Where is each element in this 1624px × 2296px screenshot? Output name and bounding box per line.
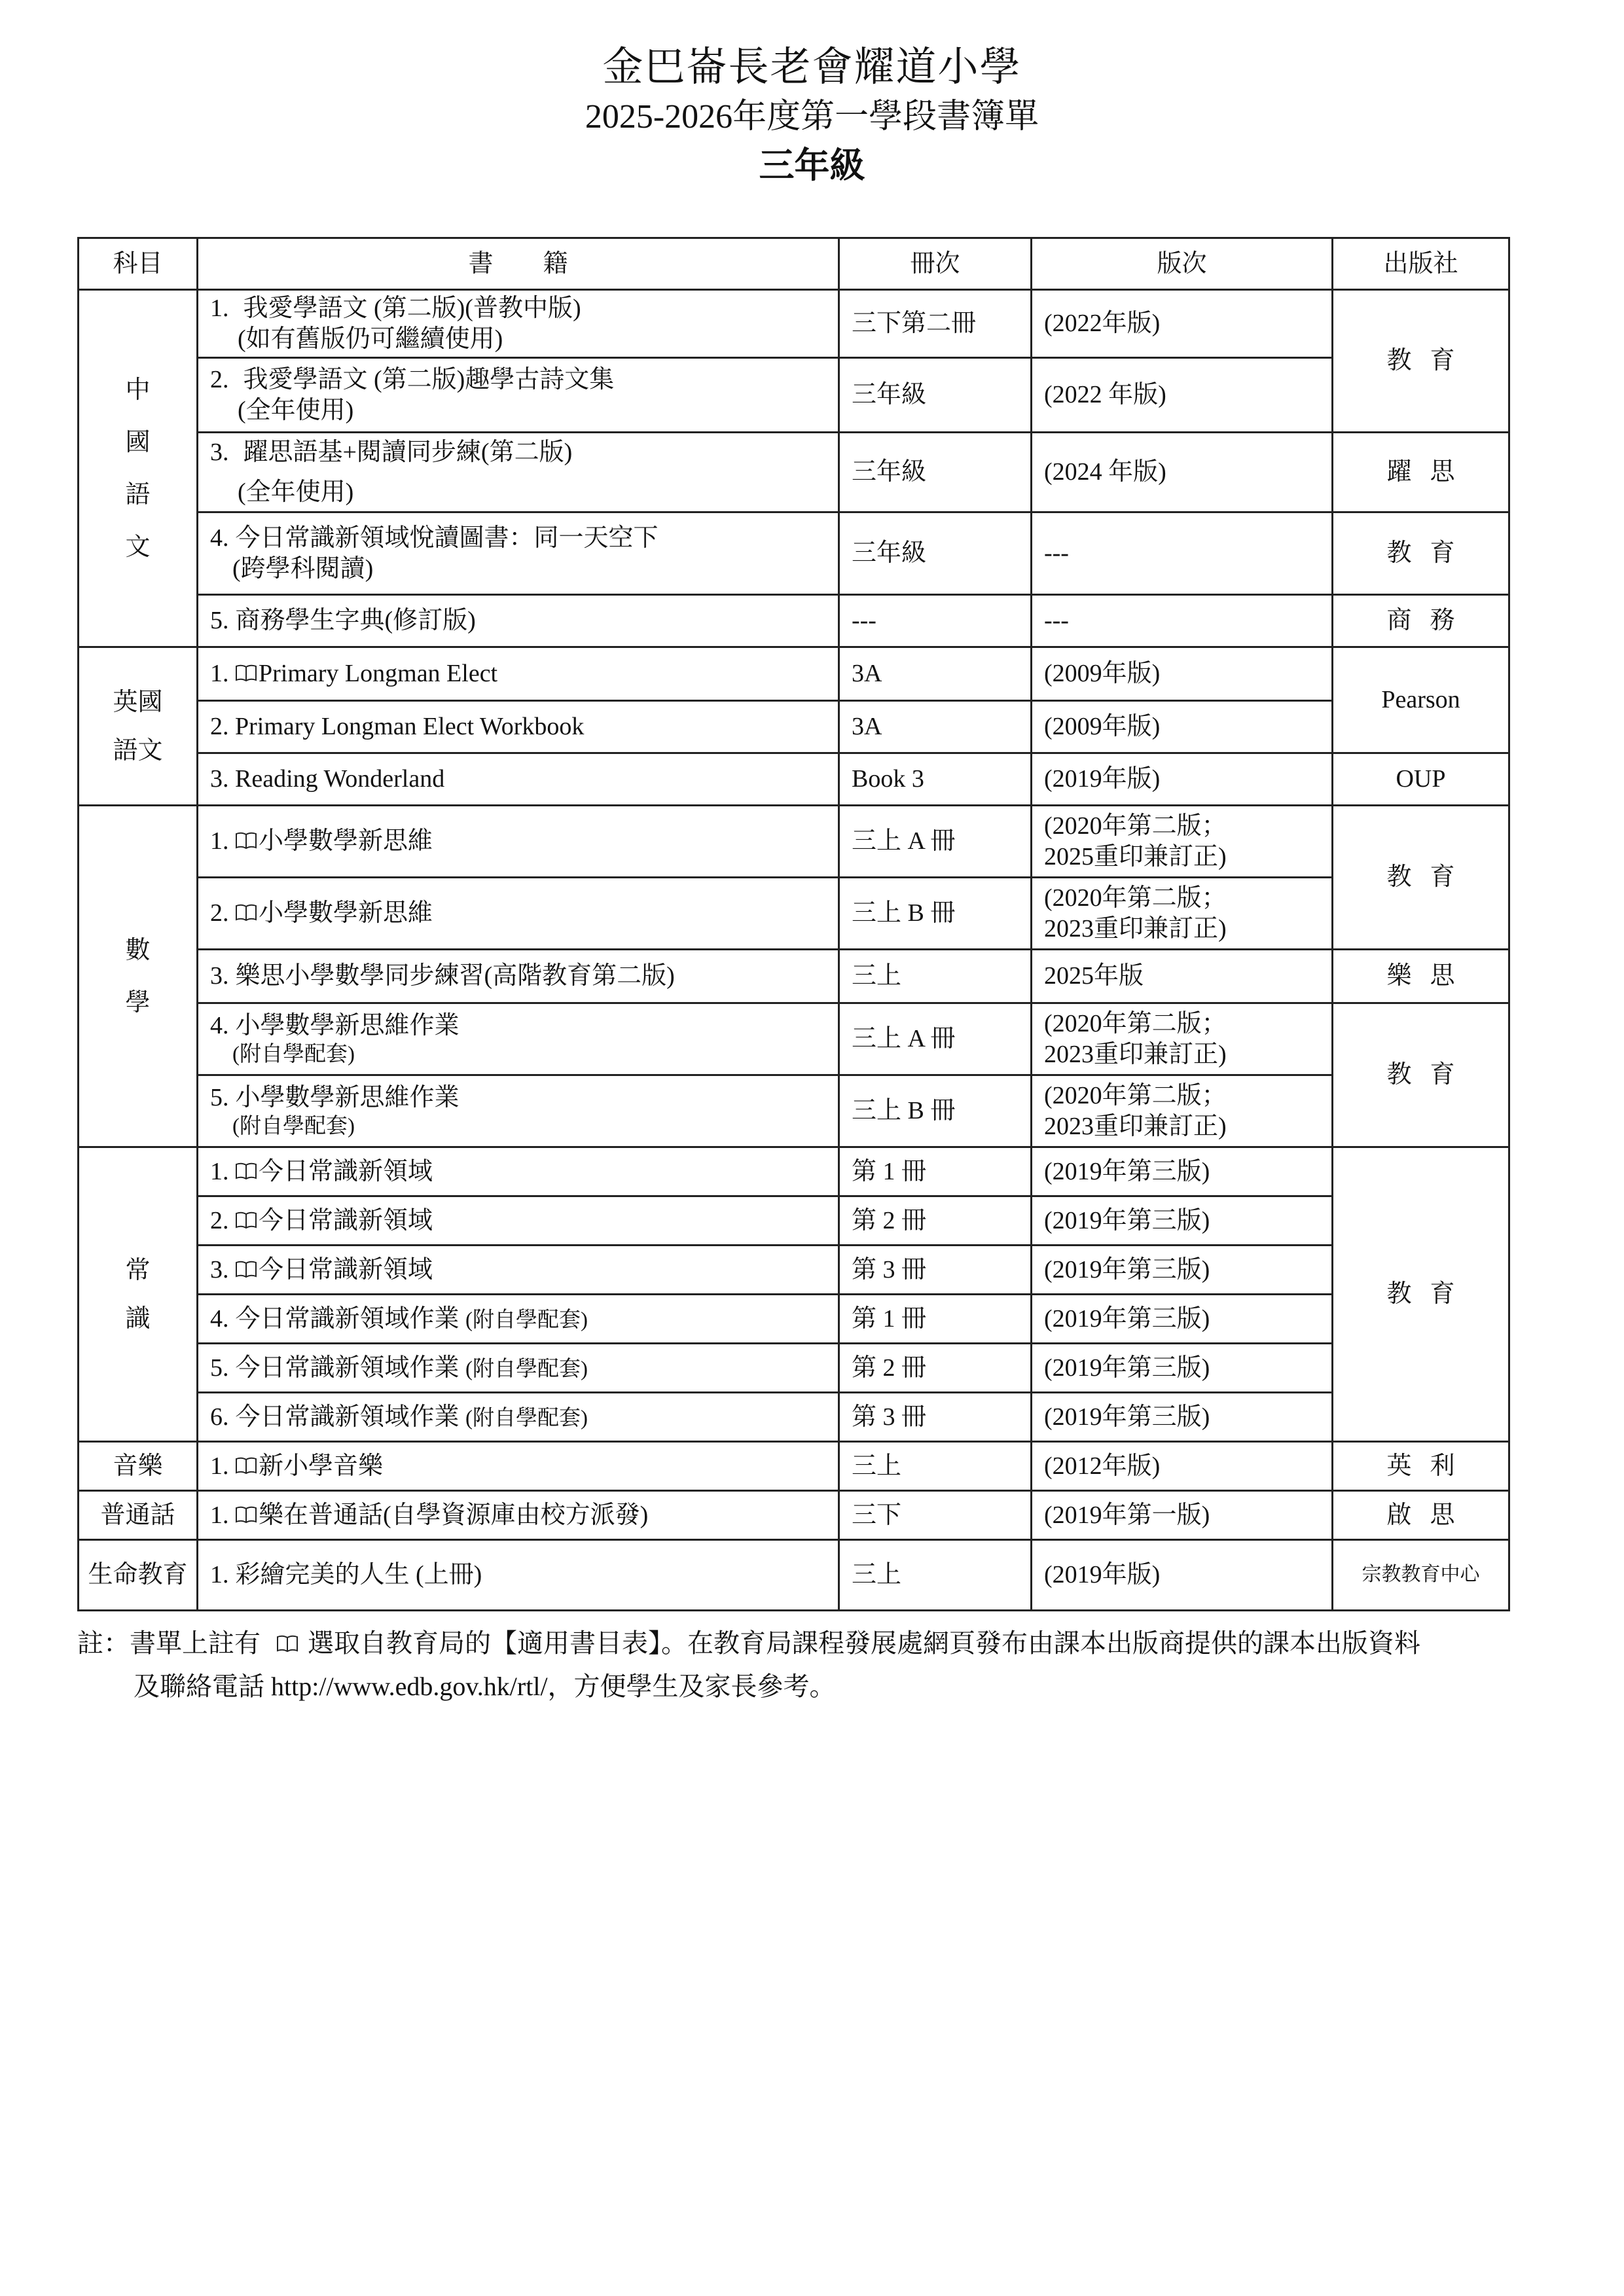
edition-cell: (2012年版) (1032, 1442, 1333, 1491)
volume-cell: 三上 (839, 950, 1032, 1003)
book-title: 1. 今日常識新領域 (198, 1147, 839, 1196)
open-book-icon (235, 663, 257, 683)
edition-cell: (2022年版) (1032, 290, 1333, 358)
open-book-icon (235, 1210, 257, 1230)
table-row (79, 595, 1509, 647)
table-row (79, 290, 1509, 358)
open-book-icon (235, 903, 257, 922)
edition-cell: (2019年第三版) (1032, 1246, 1333, 1295)
publisher-cell: 啟思 (1333, 1491, 1509, 1540)
edition-cell: (2024 年版) (1032, 433, 1333, 512)
table-row (79, 433, 1509, 512)
edition-cell: --- (1032, 595, 1333, 647)
volume-cell: 第 2 冊 (839, 1196, 1032, 1246)
table-row (79, 1295, 1509, 1344)
column-header-books: 書 籍 (198, 238, 839, 290)
edition-cell: 2025年版 (1032, 950, 1333, 1003)
volume-cell: 第 2 冊 (839, 1344, 1032, 1393)
volume-cell: 三年級 (839, 358, 1032, 433)
edition-cell: (2019年第三版) (1032, 1147, 1333, 1196)
book-title: 1. 小學數學新思維 (198, 806, 839, 878)
footer-note-line2: 及聯絡電話 http://www.edb.gov.hk/rtl/，方便學生及家長參考。 (134, 1672, 836, 1701)
volume-cell: 三上 (839, 1442, 1032, 1491)
volume-cell: 三上 (839, 1540, 1032, 1611)
edition-cell: (2009年版) (1032, 647, 1333, 701)
edition-cell: (2019年版) (1032, 753, 1333, 806)
edition-cell: (2020年第二版； 2023重印兼訂正) (1032, 878, 1333, 950)
open-book-icon (235, 1161, 257, 1181)
table-row (79, 753, 1509, 806)
edition-cell: --- (1032, 512, 1333, 595)
table-row (79, 806, 1509, 878)
publisher-cell: 宗教教育中心 (1333, 1540, 1509, 1611)
open-book-icon (235, 1259, 257, 1279)
book-title: 6. 今日常識新領域作業 (附自學配套) (198, 1393, 839, 1442)
edition-cell: (2019年版) (1032, 1540, 1333, 1611)
volume-cell: 3A (839, 701, 1032, 753)
table-row (79, 878, 1509, 950)
open-book-icon (235, 1505, 257, 1524)
table-row (79, 358, 1509, 433)
volume-cell: 第 1 冊 (839, 1295, 1032, 1344)
column-header-volume: 冊次 (839, 238, 1032, 290)
column-header-subject: 科目 (79, 238, 198, 290)
subject-math: 數 學 (79, 806, 198, 1147)
edition-cell: (2019年第一版) (1032, 1491, 1333, 1540)
book-title: 2. 今日常識新領域 (198, 1196, 839, 1246)
open-book-icon (235, 1456, 257, 1475)
table-row (79, 647, 1509, 701)
volume-cell: --- (839, 595, 1032, 647)
school-name: 金巴崙長老會耀道小學 (602, 45, 1022, 90)
table-header-row (79, 238, 1509, 290)
table-row (79, 1003, 1509, 1075)
table-row (79, 1491, 1509, 1540)
edition-cell: (2019年第三版) (1032, 1344, 1333, 1393)
subject-chinese: 中 國 語 文 (79, 290, 198, 647)
book-title: 5. 今日常識新領域作業 (附自學配套) (198, 1344, 839, 1393)
subject-putonghua: 普通話 (79, 1491, 198, 1540)
publisher-cell: 教育 (1333, 290, 1509, 433)
book-title: 5. 商務學生字典(修訂版) (198, 595, 839, 647)
edition-cell: (2019年第三版) (1032, 1196, 1333, 1246)
column-header-edition: 版次 (1032, 238, 1333, 290)
book-title: 1. 樂在普通話(自學資源庫由校方派發) (198, 1491, 839, 1540)
table-row (79, 1393, 1509, 1442)
table-row (79, 701, 1509, 753)
column-header-publisher: 出版社 (1333, 238, 1509, 290)
book-title: 1. Primary Longman Elect (198, 647, 839, 701)
subject-general-studies: 常 識 (79, 1147, 198, 1442)
book-title: 3. Reading Wonderland (198, 753, 839, 806)
volume-cell: 第 3 冊 (839, 1246, 1032, 1295)
table-row (79, 1147, 1509, 1196)
volume-cell: 三上 A 冊 (839, 1003, 1032, 1075)
book-title: 1. 新小學音樂 (198, 1442, 839, 1491)
footer-note: 註：書單上註有 選取自教育局的【適用書目表】。在教育局課程發展處網頁發布由課本出版商提供的課本出版資料 及聯絡電話 http://www.edb.gov.hk/rtl/，方便學生及家長參考。 (77, 1622, 1517, 1708)
publisher-cell: 商務 (1333, 595, 1509, 647)
edition-cell: (2019年第三版) (1032, 1393, 1333, 1442)
volume-cell: 三上 A 冊 (839, 806, 1032, 878)
book-title: 1. 彩繪完美的人生 (上冊) (198, 1540, 839, 1611)
table-row (79, 1442, 1509, 1491)
publisher-cell: 教育 (1333, 1003, 1509, 1147)
open-book-icon (276, 1634, 298, 1653)
book-title: 2. 小學數學新思維 (198, 878, 839, 950)
table-row (79, 1196, 1509, 1246)
publisher-cell: OUP (1333, 753, 1509, 806)
book-title: 3. 樂思小學數學同步練習(高階教育第二版) (198, 950, 839, 1003)
subject-life-education: 生命教育 (79, 1540, 198, 1611)
table-row (79, 950, 1509, 1003)
table-row (79, 1540, 1509, 1611)
edition-cell: (2019年第三版) (1032, 1295, 1333, 1344)
volume-cell: 三下 (839, 1491, 1032, 1540)
term-title: 2025-2026年度第一學段書簿單 (585, 98, 1039, 135)
book-title: 5. 小學數學新思維作業 (附自學配套) (198, 1075, 839, 1147)
book-title: 4. 今日常識新領域悅讀圖書：同一天空下 (跨學科閱讀) (198, 512, 839, 595)
book-list-table (77, 237, 1510, 1611)
table-row (79, 512, 1509, 595)
subject-music: 音樂 (79, 1442, 198, 1491)
book-title: 4. 小學數學新思維作業 (附自學配套) (198, 1003, 839, 1075)
table-row (79, 1246, 1509, 1295)
grade-title: 三年級 (759, 146, 865, 185)
volume-cell: 三下第二冊 (839, 290, 1032, 358)
book-title: 3. 躍思語基+閱讀同步練(第二版) (全年使用) (198, 433, 839, 512)
book-title: 3. 今日常識新領域 (198, 1246, 839, 1295)
publisher-cell: 英利 (1333, 1442, 1509, 1491)
publisher-cell: 教育 (1333, 512, 1509, 595)
volume-cell: 三上 B 冊 (839, 878, 1032, 950)
table-row (79, 1075, 1509, 1147)
volume-cell: 三年級 (839, 512, 1032, 595)
volume-cell: 三年級 (839, 433, 1032, 512)
book-title: 2. 我愛學語文 (第二版)趣學古詩文集 (全年使用) (198, 358, 839, 433)
publisher-cell: 教育 (1333, 806, 1509, 950)
volume-cell: Book 3 (839, 753, 1032, 806)
publisher-cell: 樂思 (1333, 950, 1509, 1003)
volume-cell: 3A (839, 647, 1032, 701)
volume-cell: 第 1 冊 (839, 1147, 1032, 1196)
publisher-cell: 教育 (1333, 1147, 1509, 1442)
edition-cell: (2020年第二版； 2023重印兼訂正) (1032, 1075, 1333, 1147)
edition-cell: (2020年第二版； 2025重印兼訂正) (1032, 806, 1333, 878)
volume-cell: 三上 B 冊 (839, 1075, 1032, 1147)
table-row (79, 1344, 1509, 1393)
book-title: 1. 我愛學語文 (第二版)(普教中版) (如有舊版仍可繼續使用) (198, 290, 839, 358)
subject-english: 英國 語文 (79, 647, 198, 806)
publisher-cell: Pearson (1333, 647, 1509, 753)
publisher-cell: 躍思 (1333, 433, 1509, 512)
open-book-icon (235, 831, 257, 850)
edition-cell: (2022 年版) (1032, 358, 1333, 433)
edition-cell: (2009年版) (1032, 701, 1333, 753)
book-title: 2. Primary Longman Elect Workbook (198, 701, 839, 753)
edition-cell: (2020年第二版； 2023重印兼訂正) (1032, 1003, 1333, 1075)
volume-cell: 第 3 冊 (839, 1393, 1032, 1442)
book-title: 4. 今日常識新領域作業 (附自學配套) (198, 1295, 839, 1344)
